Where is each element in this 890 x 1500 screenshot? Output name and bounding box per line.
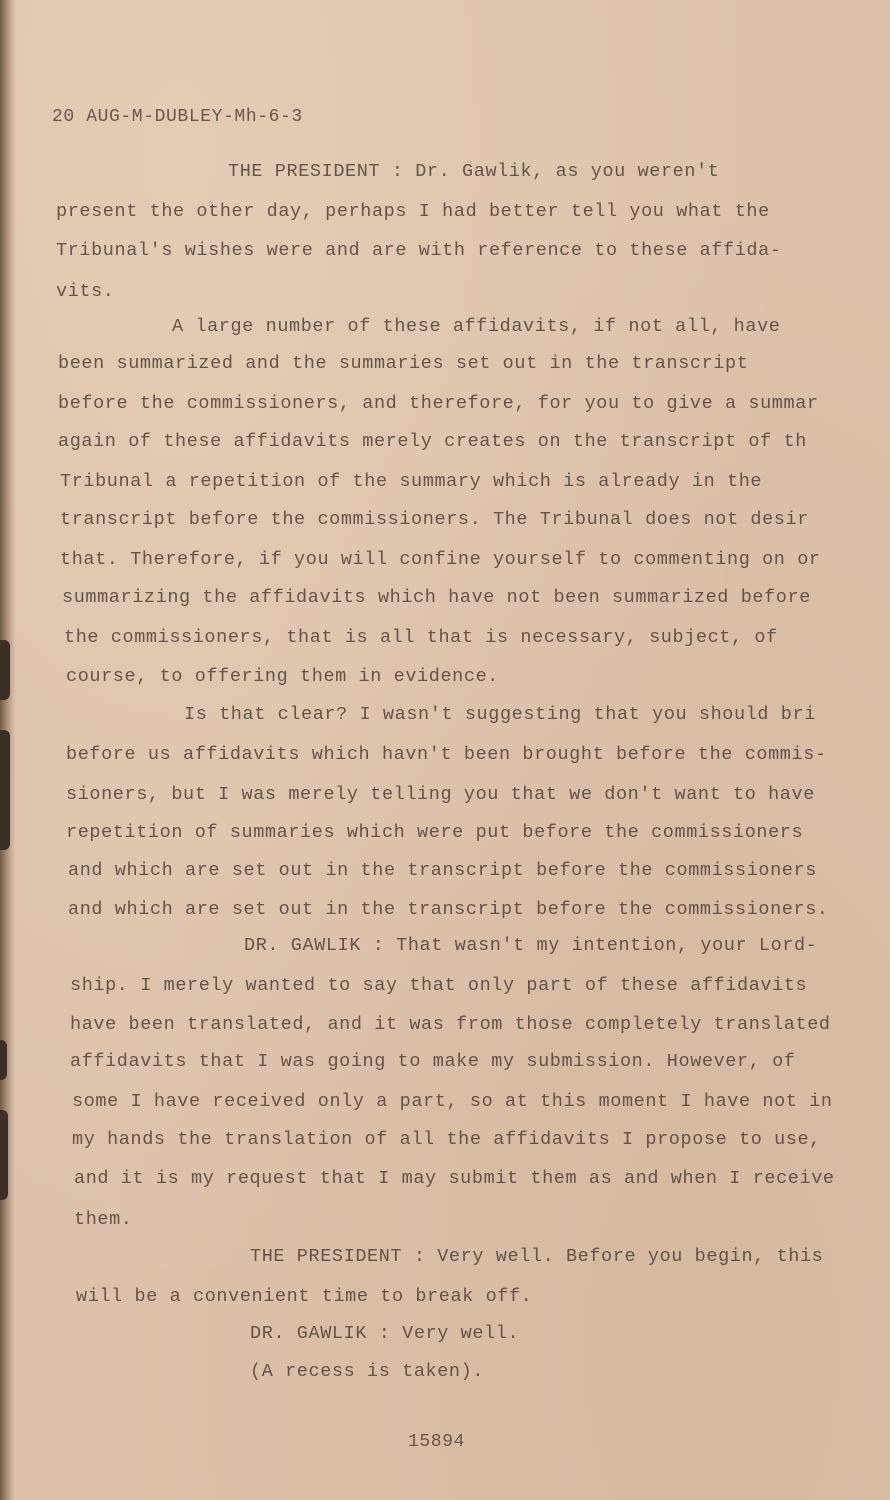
paper-tear-mark [0, 640, 10, 700]
text-line: will be a convenient time to break off. [76, 1286, 533, 1307]
paper-tear-mark [0, 730, 10, 850]
text-line: course, to offering them in evidence. [66, 666, 499, 687]
text-line: some I have received only a part, so at this moment I have not in [72, 1091, 833, 1112]
text-line: DR. GAWLIK : Very well. [250, 1323, 520, 1344]
text-line: repetition of summaries which were put before the commissioners [66, 822, 804, 843]
text-line: DR. GAWLIK : That wasn't my intention, your Lord- [244, 935, 818, 956]
text-line: ship. I merely wanted to say that only part of these affidavits [70, 975, 808, 996]
text-line: transcript before the commissioners. The Tribunal does not desir [60, 509, 809, 530]
text-line: A large number of these affidavits, if not all, have [172, 316, 781, 337]
text-line: THE PRESIDENT : Dr. Gawlik, as you weren't [228, 161, 720, 182]
text-line: Tribunal a repetition of the summary which is already in the [60, 471, 763, 492]
text-line: summarizing the affidavits which have not been summarized before [62, 587, 811, 608]
text-line: Is that clear? I wasn't suggesting that you should bri [184, 704, 816, 725]
text-line: before us affidavits which havn't been brought before the commis- [66, 744, 827, 765]
text-line: before the commissioners, and therefore, for you to give a summar [58, 393, 819, 414]
paper-tear-mark [0, 1040, 7, 1080]
text-line: present the other day, perhaps I had better tell you what the [56, 201, 770, 222]
paper-tear-mark [0, 1110, 8, 1200]
text-line: the commissioners, that is all that is necessary, subject, of [64, 627, 778, 648]
text-line: been summarized and the summaries set out in the transcript [58, 353, 749, 374]
text-line: and which are set out in the transcript before the commissioners. [68, 899, 829, 920]
text-line: sioners, but I was merely telling you that we don't want to have [66, 784, 815, 805]
text-line: have been translated, and it was from those completely translated [70, 1014, 831, 1035]
text-line: again of these affidavits merely creates on the transcript of th [58, 431, 807, 452]
text-line: and which are set out in the transcript before the commissioners [68, 860, 817, 881]
text-line: vits. [56, 281, 115, 302]
text-line: affidavits that I was going to make my submission. However, of [70, 1051, 796, 1072]
document-header: 20 AUG-M-DUBLEY-Mh-6-3 [52, 107, 303, 127]
text-line: my hands the translation of all the affidavits I propose to use, [72, 1129, 821, 1150]
text-line: THE PRESIDENT : Very well. Before you begin, this [250, 1246, 824, 1267]
text-line: and it is my request that I may submit them as and when I receive [74, 1168, 835, 1189]
text-line: them. [74, 1209, 133, 1230]
text-line: (A recess is taken). [250, 1361, 485, 1382]
text-line: Tribunal's wishes were and are with reference to these affida- [56, 240, 782, 261]
page-number: 15894 [408, 1432, 466, 1452]
text-line: that. Therefore, if you will confine yourself to commenting on or [60, 549, 821, 570]
